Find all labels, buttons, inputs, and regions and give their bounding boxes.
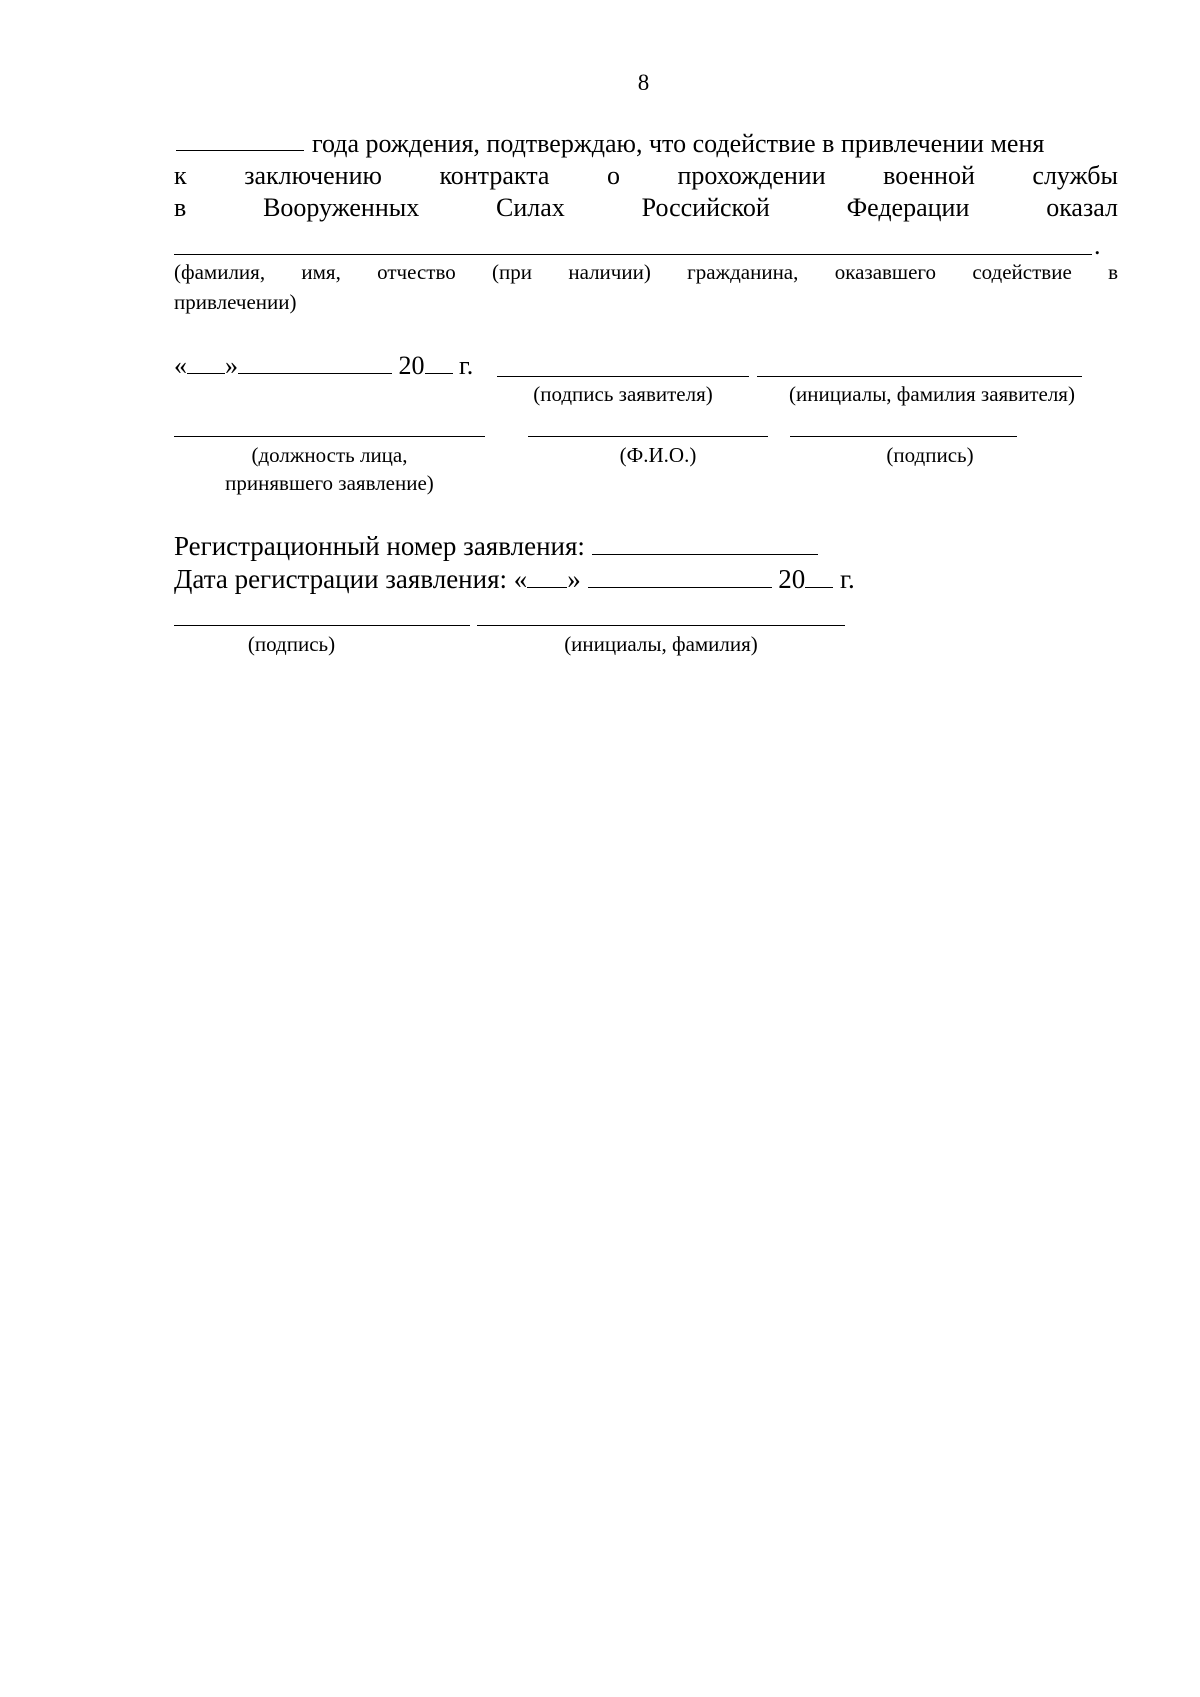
word: прохождении <box>677 161 826 190</box>
word: Силах <box>496 193 565 222</box>
applicant-name-caption: (инициалы, фамилия заявителя) <box>789 382 1075 406</box>
caption-word: гражданина, <box>687 260 799 284</box>
registration-day-blank[interactable] <box>527 565 567 588</box>
word: в <box>174 193 187 222</box>
sentence-end-dot: . <box>1094 231 1101 260</box>
caption-word: (фамилия, <box>174 260 266 284</box>
paragraph-line-3 <box>174 192 1118 224</box>
final-name-caption: (инициалы, фамилия) <box>564 632 758 656</box>
close-quote: » <box>225 351 238 380</box>
word: Вооруженных <box>263 193 420 222</box>
word: контракта <box>439 161 550 190</box>
year-prefix: 20 <box>778 564 806 594</box>
final-name-line[interactable] <box>477 625 845 626</box>
acceptor-fio-caption: (Ф.И.О.) <box>619 443 697 467</box>
registration-number-row <box>174 531 818 562</box>
assistant-name-blank[interactable] <box>174 254 1092 255</box>
word: службы <box>1032 161 1118 190</box>
registration-month-blank[interactable] <box>588 565 772 588</box>
registration-date-row <box>174 564 855 595</box>
open-quote: « <box>174 351 187 380</box>
word: заключению <box>244 161 382 190</box>
open-quote: « <box>513 564 528 594</box>
caption-word: отчество <box>377 260 456 284</box>
year-prefix: 20 <box>398 351 425 380</box>
page-number: 8 <box>637 70 650 95</box>
acceptor-position-caption-1: (должность лица, <box>251 443 408 467</box>
paragraph-line-1: года рождения, подтверждаю, что содействие в привлечении меня <box>312 129 1045 158</box>
word: о <box>606 161 620 190</box>
registration-year-blank[interactable] <box>805 565 833 588</box>
application-date-row <box>174 350 473 382</box>
acceptor-fio-line[interactable] <box>528 436 768 437</box>
final-signature-line[interactable] <box>174 625 470 626</box>
applicant-signature-line[interactable] <box>497 376 749 377</box>
acceptor-signature-caption: (подпись) <box>886 443 974 467</box>
caption-word: в <box>1108 260 1118 284</box>
word: оказал <box>1046 193 1118 222</box>
birth-year-blank[interactable] <box>176 150 304 151</box>
year-blank[interactable] <box>425 351 453 374</box>
registration-date-label: Дата регистрации заявления: <box>174 564 508 594</box>
caption-word: содействие <box>972 260 1072 284</box>
paragraph-line-2 <box>174 160 1118 192</box>
caption-word: оказавшего <box>834 260 937 284</box>
applicant-name-line[interactable] <box>757 376 1082 377</box>
word: военной <box>883 161 975 190</box>
registration-number-blank[interactable] <box>592 532 818 555</box>
year-suffix: г. <box>459 351 474 380</box>
acceptor-signature-line[interactable] <box>790 436 1017 437</box>
assistant-name-caption <box>174 258 1118 286</box>
caption-word: наличии) <box>568 260 651 284</box>
acceptor-position-line[interactable] <box>174 436 485 437</box>
year-suffix: г. <box>840 564 855 594</box>
acceptor-position-caption-2: принявшего заявление) <box>225 471 434 495</box>
month-blank[interactable] <box>238 351 392 374</box>
caption-word: (при <box>492 260 533 284</box>
registration-number-label: Регистрационный номер заявления: <box>174 531 585 561</box>
word: Российской <box>641 193 770 222</box>
word: Федерации <box>846 193 970 222</box>
applicant-signature-caption: (подпись заявителя) <box>533 382 713 406</box>
caption-word: имя, <box>301 260 341 284</box>
assistant-name-caption-line-2: привлечении) <box>174 290 297 314</box>
final-signature-caption: (подпись) <box>247 632 336 656</box>
close-quote: » <box>567 564 581 594</box>
word: к <box>174 161 187 190</box>
day-blank[interactable] <box>187 351 225 374</box>
